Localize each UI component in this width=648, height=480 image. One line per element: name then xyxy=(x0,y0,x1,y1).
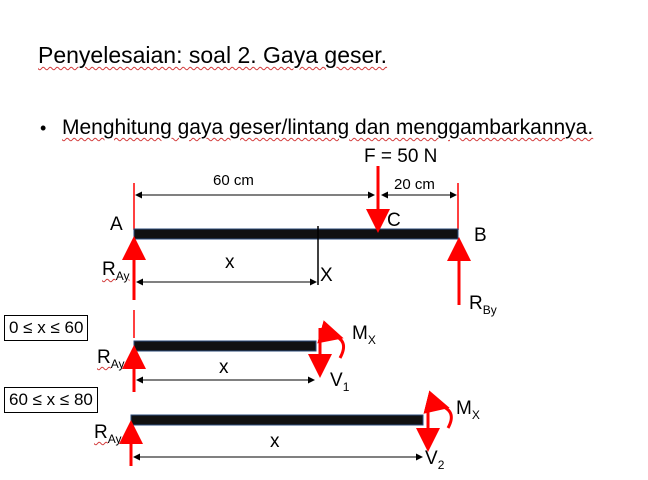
main-beam xyxy=(134,229,458,239)
x-label-main: x xyxy=(225,252,235,273)
point-a-label: A xyxy=(110,214,123,235)
reaction-b-label: $R_{By}$ xyxy=(469,293,497,317)
section1-x-label: x xyxy=(219,357,229,378)
reaction-a-label: $R_{Ay}$ xyxy=(102,259,130,283)
cut-label: X xyxy=(320,265,333,286)
section1-reaction-label: $R_{Ay}$ xyxy=(97,347,125,371)
section2-moment-label: $M_X$ xyxy=(456,398,480,422)
section2-reaction-label: $R_{Ay}$ xyxy=(94,422,122,446)
section1-beam xyxy=(134,341,316,351)
section1-moment-arrow xyxy=(332,335,344,358)
section1-moment-label: $M_X$ xyxy=(352,323,376,347)
section2-x-label: x xyxy=(270,431,280,452)
load-label: F = 50 N xyxy=(364,146,438,167)
dimension-label-20: 20 cm xyxy=(394,176,435,193)
section2-range-box: 60 ≤ x ≤ 80 xyxy=(4,387,98,413)
point-b-label: B xyxy=(474,225,487,246)
bullet-text: Menghitung gaya geser/lintang dan menggambarkannya. xyxy=(62,116,594,139)
section2-shear-label: $V_2$ xyxy=(425,448,445,472)
bullet-marker: • xyxy=(40,118,47,138)
section2-moment-arrow xyxy=(438,405,451,428)
dimension-label-60: 60 cm xyxy=(213,172,254,189)
section1-range-box: 0 ≤ x ≤ 60 xyxy=(4,315,88,341)
section1-shear-label: $V_1$ xyxy=(330,370,350,394)
slide-title: Penyelesaian: soal 2. Gaya geser. xyxy=(38,42,388,68)
section2-beam xyxy=(131,415,423,425)
point-c-label: C xyxy=(387,210,401,231)
